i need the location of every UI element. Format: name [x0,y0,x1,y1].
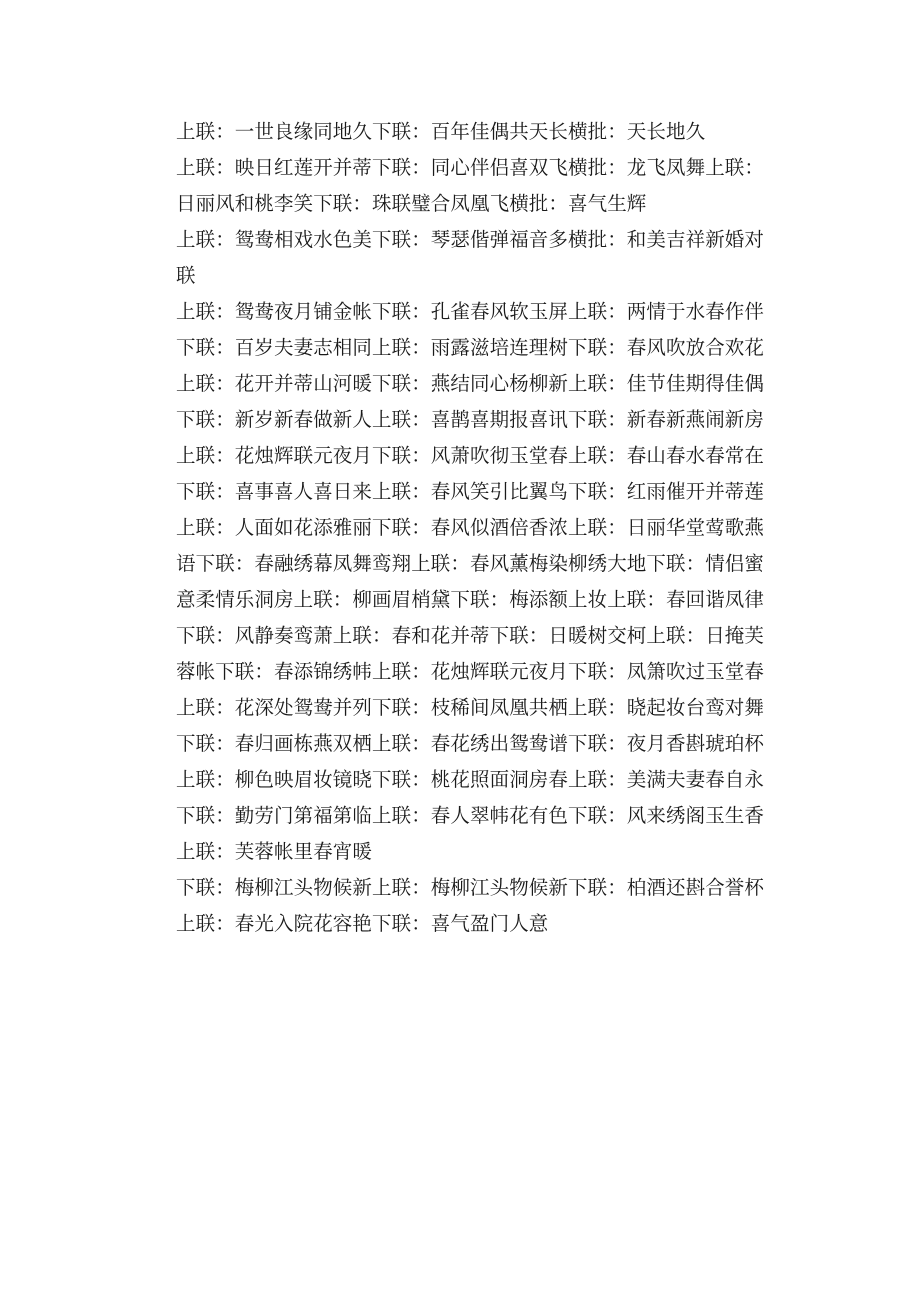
text-line: 上联：映日红莲开并蒂下联：同心伴侣喜双飞横批：龙飞凤舞上联： [176,156,765,179]
text-line: 上联：花深处鸳鸯并列下联：枝稀间凤凰共栖上联：晓起妆台鸾对舞 [176,696,765,719]
text-line: 上联：花开并蒂山河暖下联：燕结同心杨柳新上联：佳节佳期得佳偶 [176,372,765,395]
text-line: 上联：人面如花添雅丽下联：春风似酒倍香浓上联：日丽华堂莺歌燕 [176,516,765,539]
text-line: 下联：百岁夫妻志相同上联：雨露滋培连理树下联：春风吹放合欢花 [176,336,765,359]
text-line: 意柔情乐洞房上联：柳画眉梢黛下联：梅添额上妆上联：春回谐凤律 [176,588,765,611]
text-line: 联 [176,264,196,287]
text-line: 蓉帐下联：春添锦绣帏上联：花烛辉联元夜月下联：凤箫吹过玉堂春 [176,660,765,683]
text-line: 下联：新岁新春做新人上联：喜鹊喜期报喜讯下联：新春新燕闹新房 [176,408,765,431]
text-line: 上联：花烛辉联元夜月下联：风萧吹彻玉堂春上联：春山春水春常在 [176,444,765,467]
text-line: 下联：春归画栋燕双栖上联：春花绣出鸳鸯谱下联：夜月香斟琥珀杯 [176,732,765,755]
text-line: 上联：鸳鸯夜月铺金帐下联：孔雀春风软玉屏上联：两情于水春作伴 [176,300,765,323]
text-line: 上联：柳色映眉妆镜晓下联：桃花照面洞房春上联：美满夫妻春自永 [176,768,765,791]
text-line: 上联：鸳鸯相戏水色美下联：琴瑟偕弹福音多横批：和美吉祥新婚对 [176,228,765,251]
text-line: 语下联：春融绣幕凤舞鸾翔上联：春风薰梅染柳绣大地下联：情侣蜜 [176,552,765,575]
text-line: 日丽风和桃李笑下联：珠联璧合凤凰飞横批：喜气生辉 [176,192,647,215]
text-line: 下联：勤劳门第福第临上联：春人翠帏花有色下联：风来绣阁玉生香 [176,804,765,827]
text-line: 上联：春光入院花容艳下联：喜气盈门人意 [176,912,549,935]
couplet-text-block [176,114,788,942]
text-line: 上联：芙蓉帐里春宵暖 [176,840,373,863]
text-line: 下联：风静奏鸾萧上联：春和花并蒂下联：日暖树交柯上联：日掩芙 [176,624,765,647]
text-line: 下联：喜事喜人喜日来上联：春风笑引比翼鸟下联：红雨催开并蒂莲 [176,480,765,503]
text-line: 下联：梅柳江头物候新上联：梅柳江头物候新下联：柏酒还斟合誉杯 [176,876,765,899]
text-line: 上联：一世良缘同地久下联：百年佳偶共天长横批：天长地久 [176,120,706,143]
